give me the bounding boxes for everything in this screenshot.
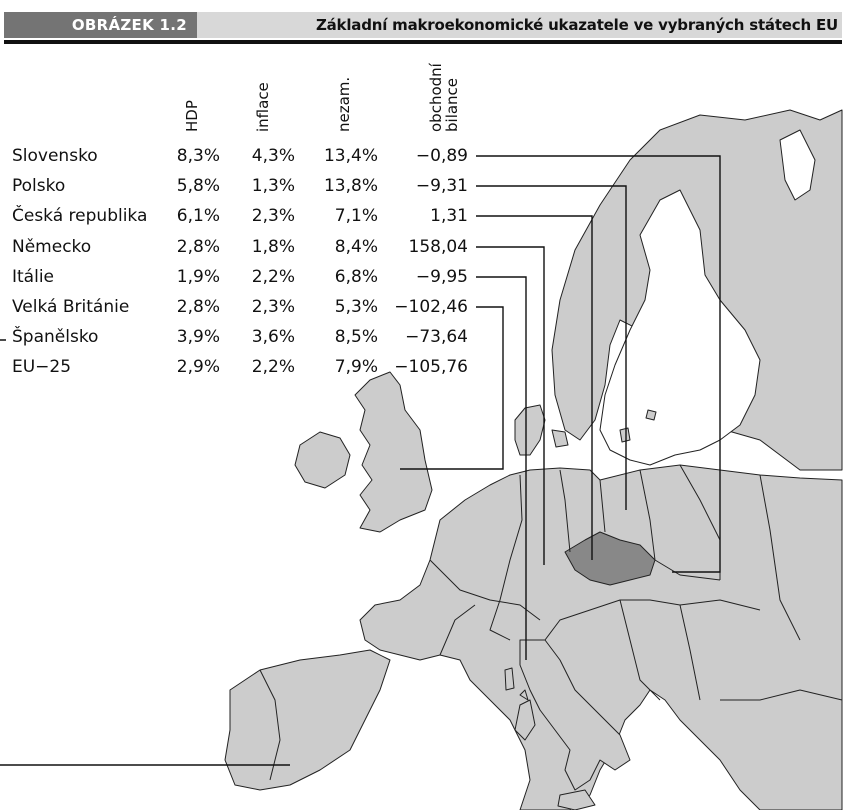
bilance-value: −105,76	[394, 357, 468, 377]
island-shape-2	[620, 428, 630, 442]
inflace-value: 2,2%	[251, 267, 295, 287]
iberia-shape	[225, 650, 390, 790]
country-name: Česká republika	[12, 206, 148, 226]
bilance-value: −73,64	[405, 327, 468, 347]
bilance-value: −9,95	[415, 267, 468, 287]
col-head-nezam: nezam.	[335, 76, 353, 132]
hdp-value: 1,9%	[176, 267, 220, 287]
inflace-value: 2,3%	[251, 206, 295, 226]
inflace-value: 1,8%	[251, 237, 295, 257]
island-shape	[552, 430, 568, 447]
inflace-value: 3,6%	[251, 327, 295, 347]
country-name: Španělsko	[12, 327, 99, 347]
nezam-value: 8,5%	[334, 327, 378, 347]
inflace-value: 2,3%	[251, 297, 295, 317]
hdp-value: 2,8%	[176, 237, 220, 257]
country-name: Polsko	[12, 176, 66, 196]
hdp-value: 3,9%	[176, 327, 220, 347]
hdp-value: 8,3%	[176, 146, 220, 166]
country-name: Velká Británie	[12, 297, 130, 317]
bilance-value: 1,31	[430, 206, 468, 226]
country-name: Německo	[12, 237, 92, 257]
figure-header	[0, 0, 850, 48]
nezam-value: 13,4%	[323, 146, 378, 166]
great-britain-shape	[355, 372, 432, 532]
inflace-value: 4,3%	[251, 146, 295, 166]
figure-label: OBRÁZEK 1.2	[4, 12, 197, 38]
nezam-value: 13,8%	[323, 176, 378, 196]
inflace-value: 1,3%	[251, 176, 295, 196]
ireland-shape	[295, 432, 350, 488]
country-name: Slovensko	[12, 146, 98, 166]
hdp-value: 2,9%	[176, 357, 220, 377]
nezam-value: 8,4%	[334, 237, 378, 257]
bilance-value: −0,89	[415, 146, 468, 166]
nezam-value: 6,8%	[334, 267, 378, 287]
col-head-obchodni: obchodní	[427, 63, 445, 132]
bilance-value: −102,46	[394, 297, 468, 317]
nezam-value: 7,1%	[334, 206, 378, 226]
col-head-inflace: inflace	[254, 82, 272, 132]
hdp-value: 2,8%	[176, 297, 220, 317]
corsica-shape	[505, 668, 514, 690]
figure-title: Základní makroekonomické ukazatele ve vybraných státech EU	[315, 16, 838, 34]
country-name: Itálie	[12, 267, 55, 287]
hdp-value: 5,8%	[176, 176, 220, 196]
hdp-value: 6,1%	[176, 206, 220, 226]
nezam-value: 5,3%	[334, 297, 378, 317]
bilance-value: 158,04	[408, 237, 468, 257]
nezam-value: 7,9%	[334, 357, 378, 377]
col-head-hdp: HDP	[183, 100, 201, 132]
bilance-value: −9,31	[415, 176, 468, 196]
inflace-value: 2,2%	[251, 357, 295, 377]
col-head-bilance: bilance	[443, 77, 461, 132]
island-shape-3	[646, 410, 656, 420]
header-rule	[4, 40, 842, 44]
denmark-shape	[515, 405, 545, 455]
country-name: EU−25	[12, 357, 72, 377]
